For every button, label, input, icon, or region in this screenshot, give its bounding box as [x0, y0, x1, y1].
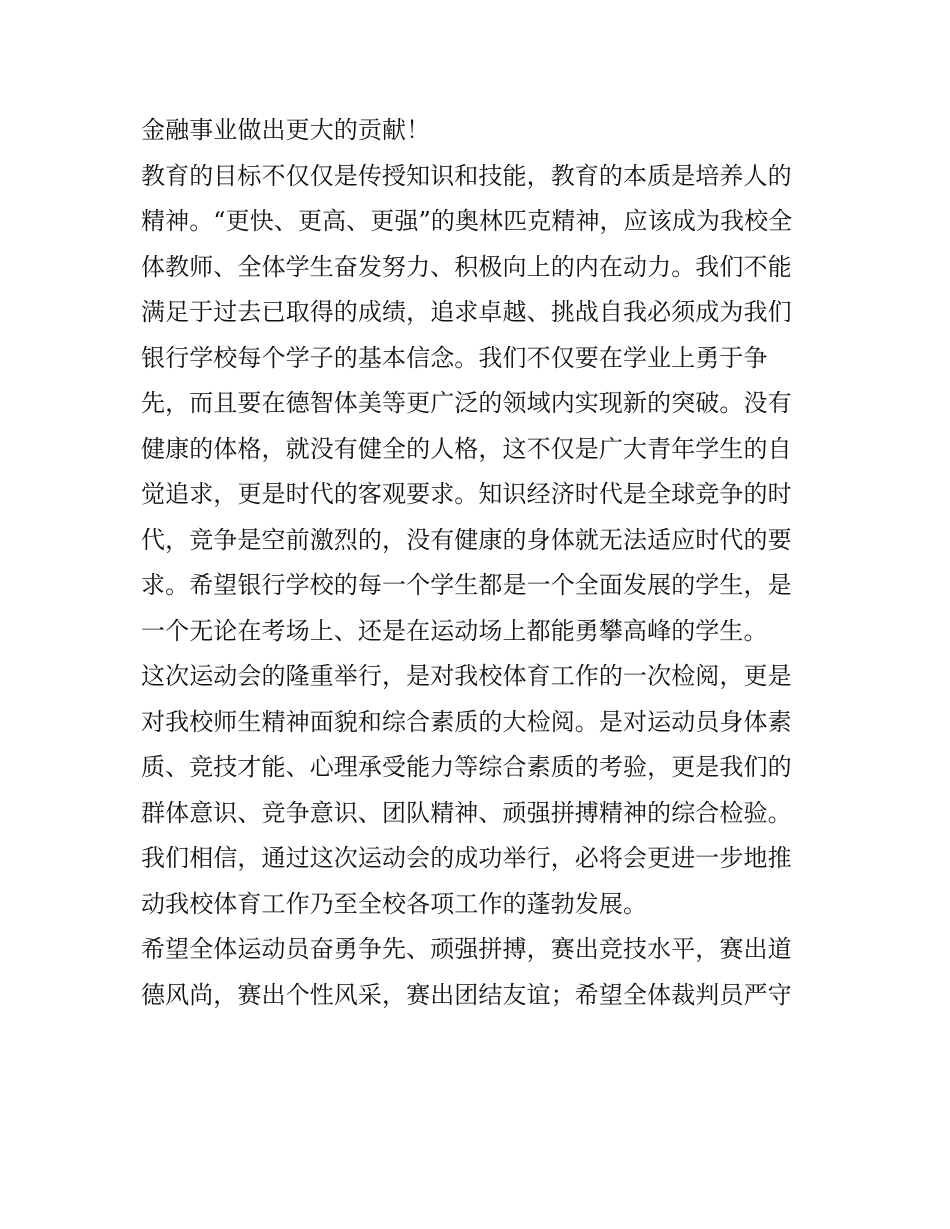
text-line-10: 代，竞争是空前激烈的，没有健康的身体就无法适应时代的要: [141, 525, 792, 554]
text-line-16: 群体意识、竞争意识、团队精神、顽强拼搏精神的综合检验。: [141, 798, 792, 827]
text-line-8: 健康的体格，就没有健全的人格，这不仅是广大青年学生的自: [141, 434, 792, 463]
text-line-9: 觉追求，更是时代的客观要求。知识经济时代是全球竞争的时: [141, 480, 792, 508]
text-line-20: 德风尚，赛出个性风采，赛出团结友谊；希望全体裁判员严守: [141, 980, 792, 1009]
text-line-4: 体教师、全体学生奋发努力、积极向上的内在动力。我们不能: [141, 252, 792, 281]
text-line-14: 对我校师生精神面貌和综合素质的大检阅。是对运动员身体素: [141, 707, 792, 736]
text-line-19: 希望全体运动员奋勇争先、顽强拼搏，赛出竞技水平，赛出道: [141, 935, 792, 963]
text-line-17: 我们相信，通过这次运动会的成功举行，必将会更进一步地推: [141, 844, 792, 872]
text-line-6: 银行学校每个学子的基本信念。我们不仅要在学业上勇于争: [141, 343, 768, 372]
text-line-1: 金融事业做出更大的贡献！: [141, 116, 431, 144]
text-line-2: 教育的目标不仅仅是传授知识和技能，教育的本质是培养人的: [141, 161, 792, 190]
text-line-13: 这次运动会的隆重举行，是对我校体育工作的一次检阅，更是: [141, 662, 792, 690]
text-line-18: 动我校体育工作乃至全校各项工作的蓬勃发展。: [141, 889, 648, 918]
text-line-7: 先，而且要在德智体美等更广泛的领域内实现新的突破。没有: [141, 389, 792, 417]
document-body: [141, 108, 821, 1018]
text-line-15: 质、竞技才能、心理承受能力等综合素质的考验，更是我们的: [141, 753, 792, 781]
text-line-11: 求。希望银行学校的每一个学生都是一个全面发展的学生，是: [141, 571, 792, 599]
text-line-12: 一个无论在考场上、还是在运动场上都能勇攀高峰的学生。: [141, 616, 768, 645]
text-line-5: 满足于过去已取得的成绩，追求卓越、挑战自我必须成为我们: [141, 298, 792, 326]
text-line-3: 精神。“更快、更高、更强”的奥林匹克精神，应该成为我校全: [141, 207, 793, 235]
